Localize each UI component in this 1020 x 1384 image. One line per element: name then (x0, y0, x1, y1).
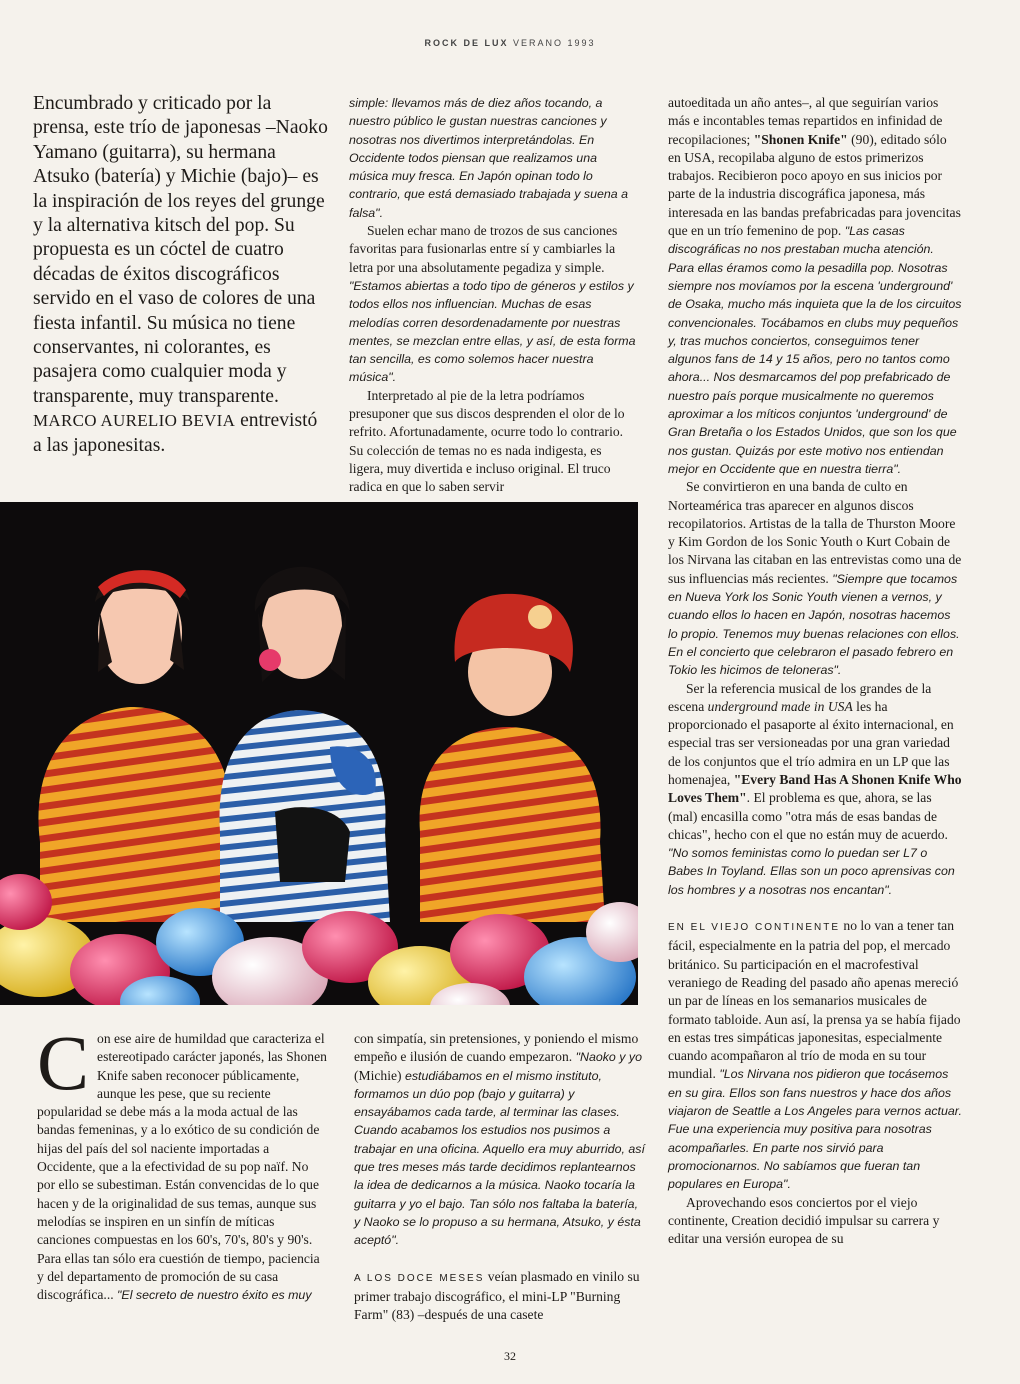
quote-text: "Los Nirvana nos pidieron que tocásemos en su gira. Ellos son fans nuestros y hace dos años viajaron de Seattle a Los Angeles para vernos actuar. Fue una experiencia muy positiva para nosotras acompañarles. En parte nos sirvió para promocionarnos. No sabíamos que fueran tan populares en Europa". (668, 1067, 962, 1192)
running-header (0, 38, 1020, 48)
quote-text: "Las casas discográficas no nos prestaban mucha atención. Para ellas éramos como la pesadilla pop. Nosotras siempre nos movíamos por la escena 'underground' de Osaka, mucho más inquieta que la de los circuitos convencionales. Tocábamos en clubs muy pequeños y, tras muchos conciertos, conseguimos tener algunos fans de 14 y 15 años, pero no tantos como ahora... Nos desmarcamos del pop prefabricado de nuestro país porque musicalmente no queremos aproximar a los míticos conjuntos 'underground' de Gran Bretaña o los Estados Unidos, que son los que nos gustan. Quizás por este motivo nos entiendan mejor en Occidente que en nuestra tierra". (668, 224, 962, 476)
section-lead: A LOS DOCE MESES (354, 1272, 485, 1284)
byline-rest: entrevistó a las japonesitas. (33, 410, 318, 456)
body-paragraph (668, 917, 962, 1193)
body-paragraph: Interpretado al pie de la letra podríamos presuponer que sus discos desprenden el olor de lo refrito. Afortunadamente, ocurre todo lo contrario. Su colección de temas no es nada indigesta, es ligera, muy divertida e incluso original. El truco radica en que lo saben servir (349, 387, 625, 495)
body-text: (Michie) (354, 1067, 402, 1083)
body-text: Ser la referencia musical de los grandes de la escena (668, 680, 932, 714)
body-text: no lo van a tener tan fácil, especialmente en la patria del pop, el mercado británico. Su participación en el macrofestival veraniego de Reading del pasado año apenas mereció un par de líneas en los semanarios musicales de formato tabloide. Aun así, la prensa ya se había fijado en estas tres simpáticas japonesitas, especialmente cuando acompañaron al trío de moda en su tour mundial. (668, 918, 961, 1082)
body-text: Suelen echar mano de trozos de sus canciones favoritas para fusionarlas entre sí y cambiarles la letra por una absolutamente pegadiza y simple. (349, 223, 618, 275)
body-text: les ha proporcionado el pasaporte al éxito internacional, en especial tras ser versioneadas por una gran variedad de los conjuntos que el trío admira en un LP que las homenajea, (668, 698, 954, 787)
body-text: Se convirtieron en una banda de culto en Norteamérica tras aparecer en algunos discos recopilatorios. Artistas de la talla de Thurston Moore y Kim Gordon de los Sonic Youth o Kurt Cobain de los Nirvana las citaban en las entrevistas como una de sus influencias más recientes. (668, 479, 962, 586)
emphasis-text: underground made in USA (707, 698, 853, 714)
body-text: veían plasmado en vinilo su primer trabajo discográfico, el mini-LP "Burning Farm" (83) –después de una casete (354, 1268, 640, 1323)
intro-text: Encumbrado y criticado por la prensa, este trío de japonesas –Naoko Yamano (guitarra), su hermana Atsuko (batería) y Michie (bajo)– es la inspiración de los reyes del grunge y la alternativa kitsch del pop. Su propuesta es un cóctel de cuatro décadas de éxitos discográficos servido en el vaso de colores de una fiesta infantil. Su música no tiene conservantes, ni colorantes, es pasajera como cualquier moda y transparente, muy transparente. (33, 93, 328, 407)
body-text: autoeditada un año antes–, al que seguirían varios más e incontables temas repartidos en infinidad de recopilaciones; (668, 95, 943, 147)
body-paragraph (37, 1019, 327, 1304)
quote-text: "Naoko y yo (575, 1050, 642, 1065)
album-title: "Every Band Has A Shonen Knife Who Loves Them" (668, 771, 962, 806)
band-photo (0, 502, 638, 1005)
body-paragraph (349, 222, 639, 387)
body-text: . El problema es que, ahora, se las (mal) encasilla como "otra más de esas bandas de chicas", hecho con el que no están muy de acuerdo. (668, 790, 948, 842)
magazine-name: ROCK DE LUX (424, 38, 509, 48)
body-paragraph (354, 1268, 646, 1325)
quote-text: "Siempre que tocamos en Nueva York los Sonic Youth vienen a vernos, y cuando ellos lo hacen en Japón, nosotras hacemos lo propio. Tenemos muy buenas relaciones con ellos. En el concierto que celebraron el pasado febrero en Tokio les hicimos de teloneras". (668, 571, 960, 678)
column-2-bottom (354, 1030, 646, 1324)
body-paragraph: Aprovechando esos conciertos por el viejo continente, Creation decidió impulsar su carrera y editar una versión europea de su (668, 1194, 940, 1247)
drop-cap: C (37, 1019, 90, 1106)
body-paragraph (354, 1030, 646, 1250)
quote-text: estudiábamos en el mismo instituto, formamos un dúo pop (bajo y guitarra) y ensayábamos cada tarde, al terminar las clases. Cuando acabamos los estudios nos pusimos a trabajar en una oficina. Aquello era muy aburrido, así que tres meses más tarde decidimos replantearnos la idea de dedicarnos a la música. Naoko tocaría la guitarra y yo el bajo. Tan sólo nos faltaba la batería, y Naoko se lo propuso a su hermana, Atsuko, y ésta aceptó". (354, 1068, 645, 1248)
issue-label: VERANO 1993 (513, 38, 596, 48)
band-photo-image (0, 502, 638, 1005)
album-title: "Shonen Knife" (753, 131, 848, 147)
body-text: con simpatía, sin pretensiones, y poniendo el mismo empeño e ilusión de cuando empezaron. (354, 1031, 639, 1065)
body-text: (90), editado sólo en USA, recopilaba alguno de estos primerizos trabajos. Recibieron poco apoyo en sus inicios por parte de la industria discográfica japonesa, más interesada en las bandas prefabricadas para jovencitas que en un trío femenino de pop. (668, 131, 961, 239)
byline-author: MARCO AURELIO BEVIA (33, 411, 236, 431)
column-2-top (349, 94, 639, 497)
intro-deck (33, 92, 328, 458)
body-text: on ese aire de humildad que caracteriza el estereotipado carácter japonés, las Shonen Knife saben reconocer públicamente, aunque les pese, que su reciente popularidad se debe más a la moda actual de las bandas femeninas, y a lo exótico de su condición de hijas del país del sol naciente importadas a Occidente, que a la efectividad de su pop naïf. No por ello se subestiman. Están convencidas de lo que hacen y de la originalidad de sus temas, aunque sus melodías se inspiren en un sinfín de míticas canciones compuestas en los 60's, 70's, 80's y 90's. Para ellas tan sólo era cuestión de tiempo, paciencia y del departamento de promoción de su casa discográfica... (37, 1031, 327, 1303)
quote-text: "El secreto de nuestro éxito es muy (117, 1288, 312, 1303)
column-1-bottom (37, 1019, 327, 1304)
page-number: 32 (504, 1349, 516, 1363)
column-3 (668, 94, 962, 1248)
quote-text: "No somos feministas como lo puedan ser L7 o Babes In Toyland. Ellas son un poco aprensivas con los hombres y a nosotras nos encantan". (668, 846, 955, 897)
body-paragraph (668, 94, 962, 478)
body-paragraph (668, 478, 962, 679)
section-lead: EN EL VIEJO CONTINENTE (668, 922, 840, 934)
quote-paragraph: simple: llevamos más de diez años tocando, a nuestro público le gustan nuestras canciones y nosotras nos divertimos interpretándolas. En Occidente todos piensan que realizamos una música muy fresca. En Japón opinan todo lo contrario, que está demasiado trabajada y suena a falsa". (349, 96, 628, 220)
quote-text: "Estamos abiertas a todo tipo de géneros y estilos y todos ellos nos influencian. Muchas de esas melodías corren desordenadamente por nuestras mentes, se mezclan entre ellas, y así, de esta forma tan sencilla, es como solemos hacer nuestra música". (349, 278, 636, 385)
body-paragraph (668, 680, 962, 900)
